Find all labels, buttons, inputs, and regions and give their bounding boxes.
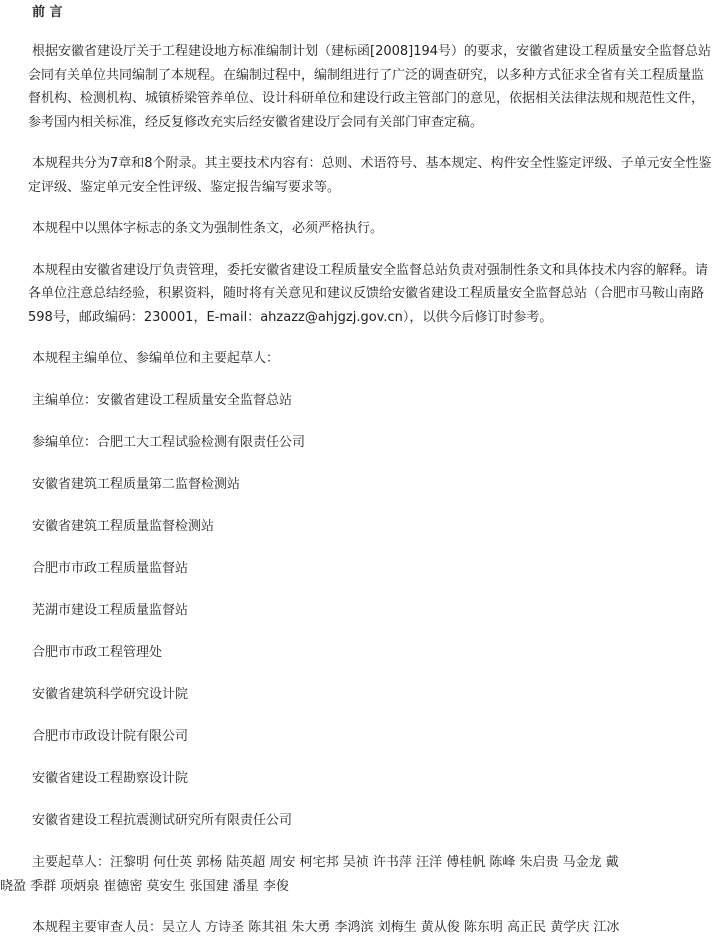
drafters-line-2: 晓盈 季群 项炳泉 崔德密 莫安生 张国建 潘星 李俊 (0, 878, 289, 894)
page-title: 前 言 (32, 5, 63, 20)
list-item: 合肥市市政工程质量监督站 (32, 561, 189, 576)
participating-units-label: 参编单位：合肥工大工程试验检测有限责任公司 (32, 435, 306, 450)
drafters (0, 851, 712, 898)
paragraph-mandatory-text: 本规程中以黑体字标志的条文为强制性条文，必须严格执行。 (32, 221, 384, 236)
paragraph-management (28, 259, 712, 330)
paragraph-background (28, 40, 712, 134)
editors-intro: 本规程主编单位、参编单位和主要起草人： (32, 351, 280, 366)
chief-unit: 主编单位：安徽省建设工程质量安全监督总站 (32, 393, 293, 408)
list-item: 安徽省建筑工程质量第二监督检测站 (32, 477, 241, 492)
list-item: 安徽省建筑工程质量监督检测站 (32, 519, 215, 534)
list-item: 合肥市市政工程管理处 (32, 645, 163, 660)
list-item: 芜湖市建设工程质量监督站 (32, 603, 189, 618)
paragraph-management-text: 本规程由安徽省建设厅负责管理，委托安徽省建设工程质量安全监督总站负责对强制性条文和具体技术内容的解释。请各单位注意总结经验，积累资料，随时将有关意见和建议反馈给安徽省建设工程质量安全监督总站（合肥市马鞍山南路598号，邮政编码：230001，E-mail：ahzazz@ahjgzj.gov.cn），以供今后修订时参考。 (28, 262, 709, 325)
reviewers: 本规程主要审查人员：吴立人 方诗圣 陈其祖 朱大勇 李鸿滨 刘梅生 黄从俊 陈东明 高正民 黄学庆 江冰 (32, 920, 620, 935)
list-item: 安徽省建筑科学研究设计院 (32, 687, 189, 702)
list-item: 安徽省建设工程抗震测试研究所有限责任公司 (32, 813, 293, 828)
paragraph-mandatory (28, 217, 712, 241)
list-item: 合肥市市政设计院有限公司 (32, 729, 189, 744)
list-item: 安徽省建设工程勘察设计院 (32, 771, 189, 786)
drafters-line-1: 主要起草人：汪黎明 何仕英 郭杨 陆英超 周安 柯宅邦 吴祯 许书萍 汪洋 傅桂帆 陈峰 朱启贵 马金龙 戴 (32, 855, 619, 870)
paragraph-contents (28, 152, 712, 199)
paragraph-background-text: 根据安徽省建设厅关于工程建设地方标准编制计划（建标函[2008]194号）的要求，安徽省建设工程质量安全监督总站会同有关单位共同编制了本规程。在编制过程中，编制组进行了广泛的调查研究，以多种方式征求全省有关工程质量监督机构、检测机构、城镇桥梁管养单位、设计科研单位和建设行政主管部门的意见，依据相关法律法规和规范性文件，参考国内相关标准，经反复修改充实后经安徽省建设厅会同有关部门审查定稿。 (28, 44, 712, 130)
paragraph-contents-text: 本规程共分为7章和8个附录。其主要技术内容有：总则、术语符号、基本规定、构件安全性鉴定评级、子单元安全性鉴定评级、鉴定单元安全性评级、鉴定报告编写要求等。 (28, 156, 712, 195)
